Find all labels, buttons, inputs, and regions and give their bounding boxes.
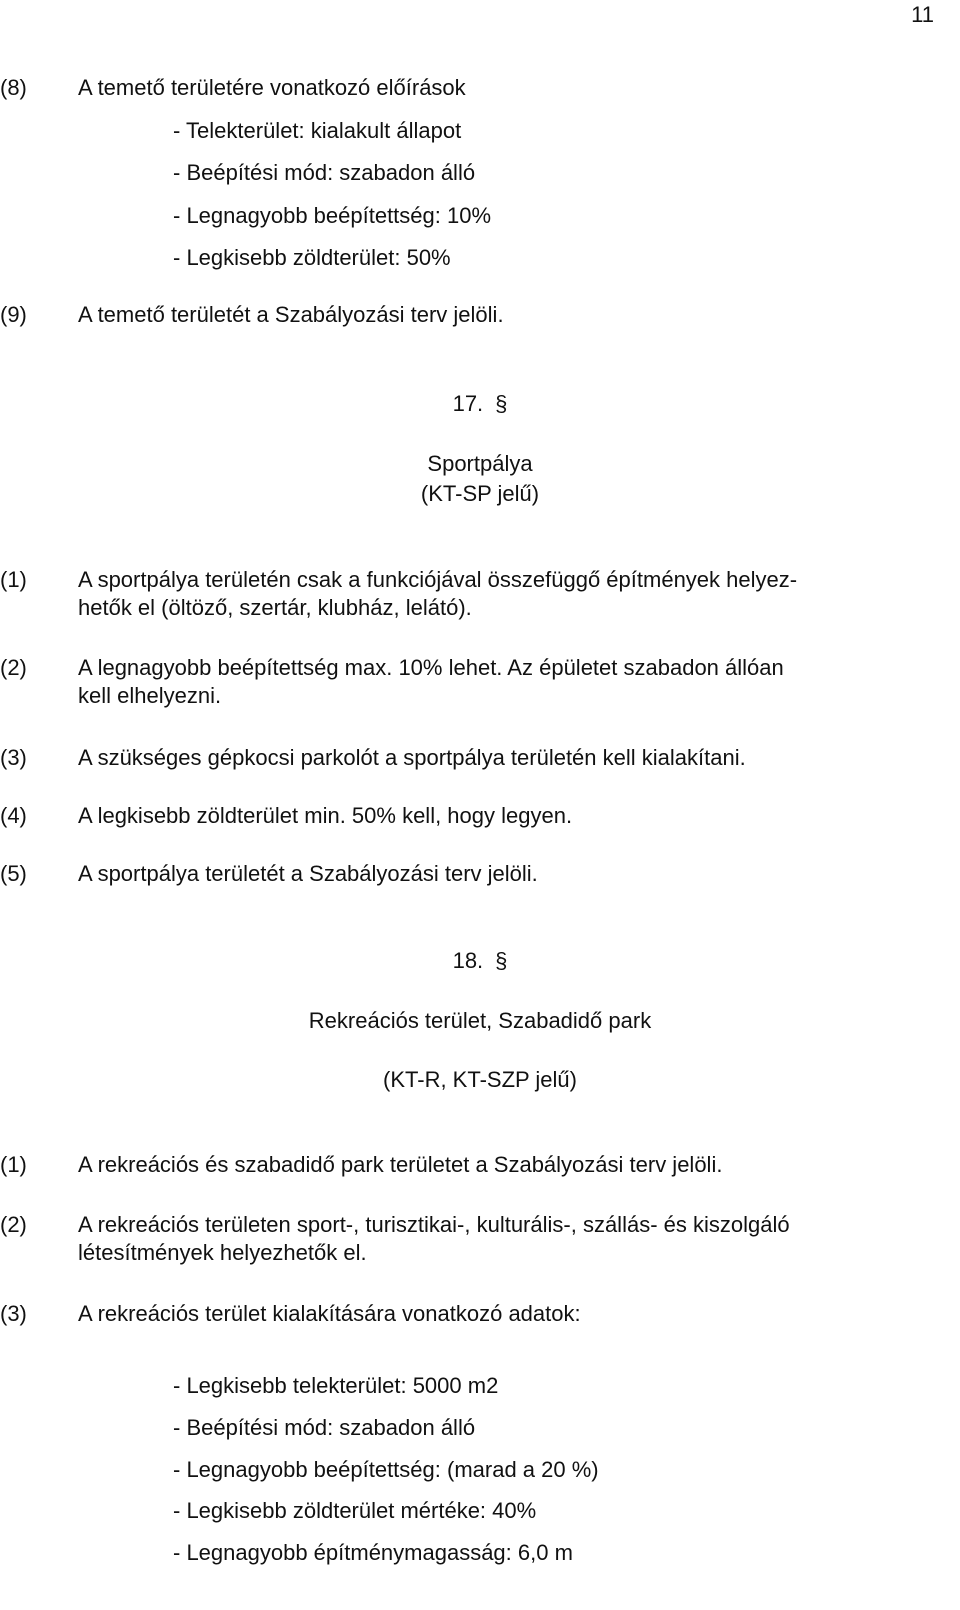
paragraph-number: (4) [0, 803, 27, 828]
list-item: - Legkisebb zöldterület mértéke: 40% [173, 1498, 537, 1523]
section-heading-17 [0, 390, 960, 418]
paragraph-text: A temető területét a Szabályozási terv jelöli. [78, 302, 504, 327]
paragraph-number: (1) [0, 1152, 27, 1177]
paragraph-number: (2) [0, 655, 27, 680]
section-subtitle: (KT-SP jelű) [420, 481, 540, 506]
paragraph-number: (3) [0, 1301, 27, 1326]
section-heading-18 [0, 947, 960, 975]
text-line: A rekreációs területen sport-, turisztikai-, kulturális-, szállás- és kiszolgáló [78, 1212, 790, 1237]
paragraph-text: A szükséges gépkocsi parkolót a sportpálya területén kell kialakítani. [78, 745, 746, 770]
paragraph-text: A legkisebb zöldterület min. 50% kell, hogy legyen. [78, 803, 573, 828]
section-number: 17. [452, 391, 484, 416]
list-item: - Beépítési mód: szabadon álló [173, 1415, 476, 1440]
page-number: 11 [911, 2, 934, 27]
list-item: - Legnagyobb építménymagasság: 6,0 m [173, 1540, 573, 1565]
paragraph-text [78, 1211, 934, 1267]
section-number: 18. [452, 948, 484, 973]
paragraph-text: A sportpálya területét a Szabályozási terv jelöli. [78, 861, 538, 886]
text-line: hetők el (öltöző, szertár, klubház, lelátó). [78, 595, 472, 620]
list-item: - Beépítési mód: szabadon álló [173, 160, 476, 185]
paragraph-number: (5) [0, 861, 27, 886]
paragraph-number: (2) [0, 1212, 27, 1237]
paragraph-number: (1) [0, 567, 27, 592]
list-item: - Legkisebb zöldterület: 50% [173, 245, 451, 270]
list-item: - Legkisebb telekterület: 5000 m2 [173, 1373, 499, 1398]
text-line: létesítmények helyezhetők el. [78, 1240, 367, 1265]
section-subtitle: (KT-R, KT-SZP jelű) [383, 1067, 577, 1092]
paragraph-text: A rekreációs terület kialakítására vonatkozó adatok: [78, 1301, 581, 1326]
paragraph-text [78, 654, 934, 710]
text-line: kell elhelyezni. [78, 683, 222, 708]
section-sign: § [495, 948, 508, 973]
paragraph-number: (9) [0, 302, 27, 327]
list-item: - Telekterület: kialakult állapot [173, 118, 462, 143]
text-line: A legnagyobb beépítettség max. 10% lehet. Az épületet szabadon állóan [78, 655, 784, 680]
paragraph-text: A temető területére vonatkozó előírások [78, 75, 466, 100]
list-item: - Legnagyobb beépítettség: (marad a 20 %) [173, 1457, 599, 1482]
section-title: Rekreációs terület, Szabadidő park [308, 1008, 652, 1033]
paragraph-number: (8) [0, 75, 27, 100]
section-sign: § [495, 391, 508, 416]
section-title: Sportpálya [427, 451, 533, 476]
paragraph-text [78, 566, 934, 622]
list-item: - Legnagyobb beépítettség: 10% [173, 203, 492, 228]
paragraph-number: (3) [0, 745, 27, 770]
paragraph-text: A rekreációs és szabadidő park területet a Szabályozási terv jelöli. [78, 1152, 723, 1177]
text-line: A sportpálya területén csak a funkciójával összefüggő építmények helyez- [78, 567, 798, 592]
